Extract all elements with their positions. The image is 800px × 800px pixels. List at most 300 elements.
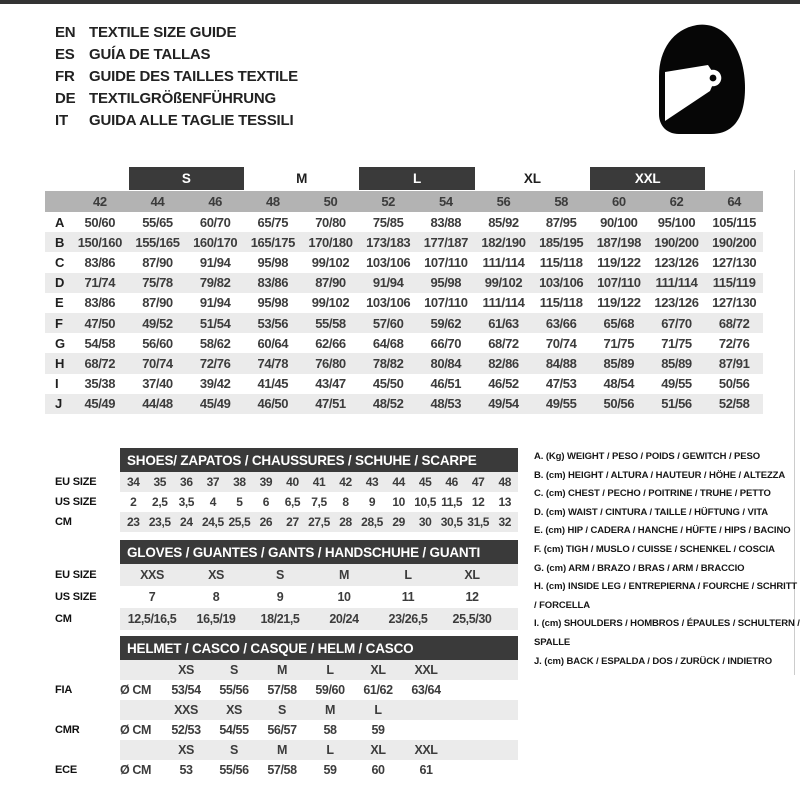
size-value: 75/78: [142, 275, 173, 291]
size-label: XS: [178, 663, 194, 677]
row-label: A: [55, 214, 65, 230]
size-value: 44/48: [142, 396, 173, 412]
size-label: M: [276, 663, 287, 677]
size-value: 99/102: [484, 275, 523, 291]
size-value: 25,5/30: [452, 612, 492, 626]
size-value: 91/94: [199, 254, 231, 270]
size-value: 66/70: [430, 335, 462, 351]
size-value: 57/58: [267, 683, 297, 697]
size-value: 85/89: [603, 355, 635, 371]
size-value: 76/80: [315, 355, 346, 371]
size-value: 16,5/19: [196, 612, 236, 626]
helmet-sizes-row: [55, 660, 518, 680]
size-value: 71/75: [661, 335, 692, 351]
legend: [534, 448, 800, 671]
size-value: 3,5: [178, 495, 195, 509]
row-label: US SIZE: [55, 591, 97, 603]
size-value: 56/57: [267, 723, 297, 737]
textile-row: [45, 252, 763, 272]
size-value: 48/54: [603, 376, 635, 392]
measure-row: [55, 472, 518, 492]
size-value: 103/106: [539, 275, 584, 291]
size-value: 6: [262, 495, 270, 509]
legend-item: J. (cm) BACK / ESPALDA / DOS / ZURÜCK / INDIETRO: [534, 655, 772, 667]
size-value: 54/55: [219, 723, 249, 737]
size-value: XS: [208, 568, 224, 582]
language-title: GUIDE DES TAILLES TEXTILE: [89, 67, 298, 85]
measure-row: [55, 492, 518, 512]
row-label: CM: [55, 516, 72, 528]
textile-row: [45, 353, 763, 373]
size-value: 103/106: [366, 254, 411, 270]
column-header: 50: [323, 194, 338, 209]
size-value: 18/21,5: [260, 612, 300, 626]
size-value: 190/200: [712, 234, 757, 250]
size-value: 48/53: [430, 396, 462, 412]
shoes-size-table: [55, 448, 518, 532]
size-label: XL: [370, 663, 386, 677]
size-value: 12: [471, 495, 485, 509]
size-value: 46/52: [488, 376, 519, 392]
size-value: 60/64: [257, 335, 289, 351]
size-value: 29: [392, 515, 405, 529]
size-value: 127/130: [712, 295, 757, 311]
size-value: 30: [418, 515, 432, 529]
row-values: [120, 512, 518, 532]
language-code: EN: [55, 23, 76, 41]
textile-row: [45, 293, 763, 313]
size-value: 51/54: [199, 315, 231, 331]
size-value: 25,5: [228, 515, 251, 529]
row-label: I: [55, 376, 59, 392]
size-value: 182/190: [481, 234, 526, 250]
size-value: 5: [236, 495, 243, 509]
language-title: GUÍA DE TALLAS: [89, 45, 211, 63]
textile-size-table: [45, 167, 763, 414]
language-code: FR: [55, 67, 75, 85]
gloves-rows: [55, 564, 518, 630]
size-value: 85/92: [488, 214, 519, 230]
size-value: XL: [464, 568, 480, 582]
size-value: 119/122: [597, 295, 641, 311]
size-value: 115/118: [539, 254, 583, 270]
size-value: 52/53: [171, 723, 201, 737]
size-value: 55/65: [142, 214, 173, 230]
size-value: 24: [180, 515, 193, 529]
size-value: 60/70: [199, 214, 231, 230]
column-header: 62: [669, 194, 684, 209]
size-value: 64/68: [372, 335, 404, 351]
measure-row: [55, 586, 518, 608]
size-value: 87/90: [142, 254, 173, 270]
size-label: L: [326, 663, 334, 677]
size-value: 13: [498, 495, 511, 509]
size-label: XS: [226, 703, 242, 717]
helmet-values-row: [55, 760, 518, 780]
size-value: 72/76: [718, 335, 750, 351]
size-value: 177/187: [423, 234, 468, 250]
size-value: 78/82: [372, 355, 404, 371]
size-value: 68/72: [84, 355, 116, 371]
language-row: [55, 43, 298, 65]
size-value: 12: [465, 590, 479, 604]
helmet-rows: [55, 660, 518, 780]
shoes-table-title: SHOES/ ZAPATOS / CHAUSSURES / SCHUHE / SCARPE: [120, 448, 518, 472]
size-value: 107/110: [597, 275, 641, 291]
size-value: 74/78: [257, 355, 289, 371]
standard-label: FIA: [55, 684, 73, 696]
legend-item: H. (cm) INSIDE LEG / ENTREPIERNA / FOURCHE / SCHRITT / FORCELLA: [534, 581, 798, 611]
size-value: 11,5: [441, 495, 463, 509]
standard-label: CMR: [55, 724, 80, 736]
size-value: 80/84: [430, 355, 462, 371]
language-row: [55, 65, 298, 87]
size-value: 61/62: [363, 683, 393, 697]
size-value: 23: [126, 515, 140, 529]
size-value: 95/98: [430, 275, 462, 291]
language-code: ES: [55, 45, 75, 63]
racing-helmet-icon: [649, 20, 753, 142]
size-value: 20/24: [329, 612, 359, 626]
helmet-values-row: [55, 680, 518, 700]
row-sizes: [120, 700, 518, 720]
size-value: 123/126: [654, 254, 699, 270]
size-value: 44: [392, 475, 405, 489]
size-value: 127/130: [712, 254, 757, 270]
size-value: 12,5/16,5: [127, 612, 177, 626]
size-value: 55/58: [315, 315, 346, 331]
size-value: 8: [212, 590, 220, 604]
size-value: 28: [339, 515, 352, 529]
gloves-size-table: [55, 540, 518, 630]
size-value: 28,5: [361, 515, 383, 529]
size-value: 10: [337, 590, 351, 604]
size-value: 57/58: [267, 763, 297, 777]
size-value: 39/42: [199, 376, 231, 392]
size-value: 53/54: [171, 683, 201, 697]
size-label: S: [230, 743, 238, 757]
size-value: 71/75: [603, 335, 635, 351]
legend-item: C. (cm) CHEST / PECHO / POITRINE / TRUHE / PETTO: [534, 488, 771, 500]
language-row: [55, 109, 298, 131]
column-header: 58: [554, 194, 568, 209]
size-value: 53/56: [257, 315, 289, 331]
size-value: 55/56: [219, 683, 249, 697]
size-value: 46/51: [430, 376, 462, 392]
size-value: 8: [342, 495, 349, 509]
column-header: 60: [611, 194, 626, 209]
size-value: 47: [471, 475, 485, 489]
size-label: XXL: [414, 663, 438, 677]
language-code: IT: [55, 111, 68, 129]
column-header: 64: [727, 194, 741, 209]
size-value: 10: [392, 495, 405, 509]
helmet-values-row: [55, 720, 518, 740]
size-value: 35: [153, 475, 167, 489]
size-value: 24,5: [201, 515, 224, 529]
size-value: M: [338, 568, 349, 582]
size-value: 95/98: [257, 295, 289, 311]
size-value: 2: [130, 495, 137, 509]
size-value: 115/118: [539, 295, 583, 311]
size-value: 26: [259, 515, 273, 529]
size-value: 9: [276, 590, 284, 604]
size-value: 87/95: [545, 214, 577, 230]
textile-row: [45, 273, 763, 293]
row-label: US SIZE: [55, 496, 97, 508]
size-value: 185/195: [539, 234, 584, 250]
size-value: 173/183: [366, 234, 411, 250]
row-label: H: [55, 355, 65, 371]
row-values: [120, 564, 518, 586]
size-value: 50/56: [603, 396, 635, 412]
size-value: 51/56: [661, 396, 692, 412]
column-header: 56: [496, 194, 511, 209]
row-values: [120, 472, 518, 492]
language-title: TEXTILE SIZE GUIDE: [89, 23, 237, 41]
size-value: 61/63: [488, 315, 519, 331]
size-value: 170/180: [308, 234, 353, 250]
size-value: 47/50: [84, 315, 116, 331]
legend-item: B. (cm) HEIGHT / ALTURA / HAUTEUR / HÖHE / ALTEZZA: [534, 469, 786, 481]
size-value: 111/114: [482, 295, 525, 311]
textile-row: [45, 394, 763, 414]
size-value: 41/45: [257, 376, 289, 392]
textile-row: [45, 374, 763, 394]
size-value: 45: [418, 475, 432, 489]
size-group-xxl: XXL: [590, 167, 705, 190]
size-value: 105/115: [712, 214, 756, 230]
size-label: L: [374, 703, 382, 717]
size-label: XL: [370, 743, 386, 757]
language-title: GUIDA ALLE TAGLIE TESSILI: [89, 111, 294, 129]
size-value: 27,5: [308, 515, 330, 529]
size-value: 87/90: [142, 295, 173, 311]
size-value: 119/122: [597, 254, 641, 270]
size-value: 2,5: [152, 495, 168, 509]
row-sizes: [120, 740, 518, 760]
size-value: 83/86: [257, 275, 289, 291]
size-value: 111/114: [482, 254, 525, 270]
size-value: 53: [179, 763, 193, 777]
size-value: 107/110: [424, 254, 468, 270]
size-value: 41: [312, 475, 326, 489]
column-header: 44: [150, 194, 165, 209]
helmet-size-table: [55, 636, 518, 780]
size-group-s: S: [129, 167, 244, 190]
size-value: 7: [148, 590, 156, 604]
size-value: 59/60: [315, 683, 345, 697]
diameter-unit: Ø CM: [120, 683, 152, 697]
size-value: 52/58: [718, 396, 750, 412]
size-group-xl: XL: [523, 171, 541, 186]
textile-size-groups: [45, 167, 763, 190]
size-value: 68/72: [488, 335, 519, 351]
helmet-sizes-row: [55, 740, 518, 760]
row-label-spacer: [55, 660, 120, 680]
row-label: EU SIZE: [55, 476, 97, 488]
size-value: S: [276, 568, 284, 582]
size-value: 83/86: [84, 254, 116, 270]
language-row: [55, 87, 298, 109]
row-label: E: [55, 295, 64, 311]
textile-row: [45, 232, 763, 252]
size-value: 155/165: [135, 234, 180, 250]
size-value: 57/60: [372, 315, 404, 331]
size-value: 48/52: [372, 396, 404, 412]
size-value: 39: [259, 475, 273, 489]
size-value: 35/38: [84, 376, 116, 392]
size-value: 160/170: [193, 234, 238, 250]
size-value: 123/126: [654, 295, 699, 311]
textile-row: [45, 333, 763, 353]
size-value: 82/86: [488, 355, 519, 371]
shoes-rows: [55, 472, 518, 532]
size-value: 95/98: [257, 254, 289, 270]
column-header: 46: [208, 194, 222, 209]
size-value: 50/60: [84, 214, 116, 230]
size-value: 63/66: [545, 315, 577, 331]
size-value: 10,5: [414, 495, 436, 509]
size-value: 49/55: [545, 396, 577, 412]
textile-row: [45, 313, 763, 333]
row-label: J: [55, 396, 63, 412]
helmet-sizes-row: [55, 700, 518, 720]
textile-rows: [45, 212, 763, 414]
size-value: 49/55: [661, 376, 692, 392]
size-value: 7,5: [311, 495, 327, 509]
size-value: 63/64: [411, 683, 441, 697]
measure-row: [55, 564, 518, 586]
diameter-unit: Ø CM: [120, 723, 152, 737]
size-value: 54/58: [84, 335, 116, 351]
legend-item: A. (Kg) WEIGHT / PESO / POIDS / GEWITCH / PESO: [534, 451, 761, 462]
row-values: [120, 492, 518, 512]
column-header: 48: [265, 194, 280, 209]
row-label: D: [55, 275, 65, 291]
size-value: 91/94: [199, 295, 231, 311]
size-value: 165/175: [250, 234, 295, 250]
row-label: G: [55, 335, 66, 351]
measure-row: [55, 512, 518, 532]
size-value: 11: [401, 590, 415, 604]
size-value: 190/200: [654, 234, 699, 250]
row-sizes: [120, 660, 518, 680]
textile-columns-row: [45, 191, 763, 212]
size-value: 111/114: [655, 275, 698, 291]
row-label: B: [55, 234, 65, 250]
size-value: 58: [323, 723, 337, 737]
size-value: 103/106: [366, 295, 411, 311]
size-label: XS: [178, 743, 194, 757]
language-code: DE: [55, 89, 76, 107]
size-value: 9: [368, 495, 376, 509]
size-value: 87/90: [315, 275, 346, 291]
row-values: [120, 680, 518, 700]
size-value: 48: [498, 475, 511, 489]
size-value: 70/80: [315, 214, 346, 230]
legend-item: G. (cm) ARM / BRAZO / BRAS / ARM / BRACCIO: [534, 562, 745, 574]
size-value: 38: [233, 475, 246, 489]
size-value: 59/62: [430, 315, 462, 331]
size-value: 55/56: [219, 763, 249, 777]
size-value: 70/74: [142, 355, 173, 371]
size-label: L: [326, 743, 334, 757]
row-label: EU SIZE: [55, 569, 97, 581]
column-header: 54: [438, 194, 453, 209]
size-value: 27: [286, 515, 299, 529]
size-value: 91/94: [372, 275, 404, 291]
size-value: 58/62: [199, 335, 231, 351]
diameter-unit: Ø CM: [120, 763, 152, 777]
size-value: 46: [445, 475, 458, 489]
legend-item: I. (cm) SHOULDERS / HOMBROS / ÉPAULES / SCHULTERN / SPALLE: [534, 618, 800, 648]
size-value: 83/86: [84, 295, 116, 311]
size-value: 34: [126, 475, 140, 489]
language-row: [55, 21, 298, 43]
size-value: 68/72: [718, 315, 750, 331]
size-label: S: [230, 663, 238, 677]
column-header: 42: [92, 194, 107, 209]
size-group-m: M: [296, 171, 308, 186]
size-value: 6,5: [284, 495, 301, 509]
size-value: 32: [498, 515, 511, 529]
size-group-l: L: [359, 167, 474, 190]
column-header: 52: [381, 194, 395, 209]
size-value: 99/102: [311, 295, 350, 311]
helmet-table-title: HELMET / CASCO / CASQUE / HELM / CASCO: [120, 636, 518, 660]
row-values: [120, 760, 518, 780]
size-value: 87/91: [718, 355, 750, 371]
size-value: 45/50: [372, 376, 404, 392]
size-value: 99/102: [311, 254, 350, 270]
size-value: 47/53: [545, 376, 577, 392]
size-value: 50/56: [718, 376, 750, 392]
size-value: 85/89: [661, 355, 692, 371]
size-value: 187/198: [596, 234, 641, 250]
size-value: 30,5: [440, 515, 463, 529]
size-value: L: [404, 568, 412, 582]
size-value: 70/74: [545, 335, 577, 351]
legend-item: E. (cm) HIP / CADERA / HANCHE / HÜFTE / HIPS / BACINO: [534, 525, 791, 537]
size-value: 75/85: [372, 214, 404, 230]
size-value: 83/88: [430, 214, 462, 230]
size-value: 84/88: [545, 355, 577, 371]
legend-item: D. (cm) WAIST / CINTURA / TAILLE / HÜFTUNG / VITA: [534, 506, 768, 518]
size-value: 71/74: [84, 275, 116, 291]
top-border-line: [0, 0, 800, 4]
size-value: 37/40: [142, 376, 173, 392]
size-value: 46/50: [257, 396, 289, 412]
row-values: [120, 720, 518, 740]
size-value: 95/100: [657, 214, 696, 230]
size-value: 67/70: [661, 315, 692, 331]
size-label: M: [276, 743, 287, 757]
size-value: 49/54: [488, 396, 519, 412]
size-value: 60: [371, 763, 385, 777]
size-value: 72/76: [199, 355, 231, 371]
size-value: 23/26,5: [388, 612, 428, 626]
size-value: 47/51: [315, 396, 346, 412]
row-label-spacer: [55, 740, 120, 760]
row-values: [120, 586, 518, 608]
size-value: 43: [365, 475, 379, 489]
size-value: 45/49: [199, 396, 231, 412]
language-title: TEXTILGRÖßENFÜHRUNG: [89, 89, 277, 107]
row-label: C: [55, 254, 65, 270]
size-value: 61: [419, 763, 433, 777]
size-value: 31,5: [467, 515, 490, 529]
